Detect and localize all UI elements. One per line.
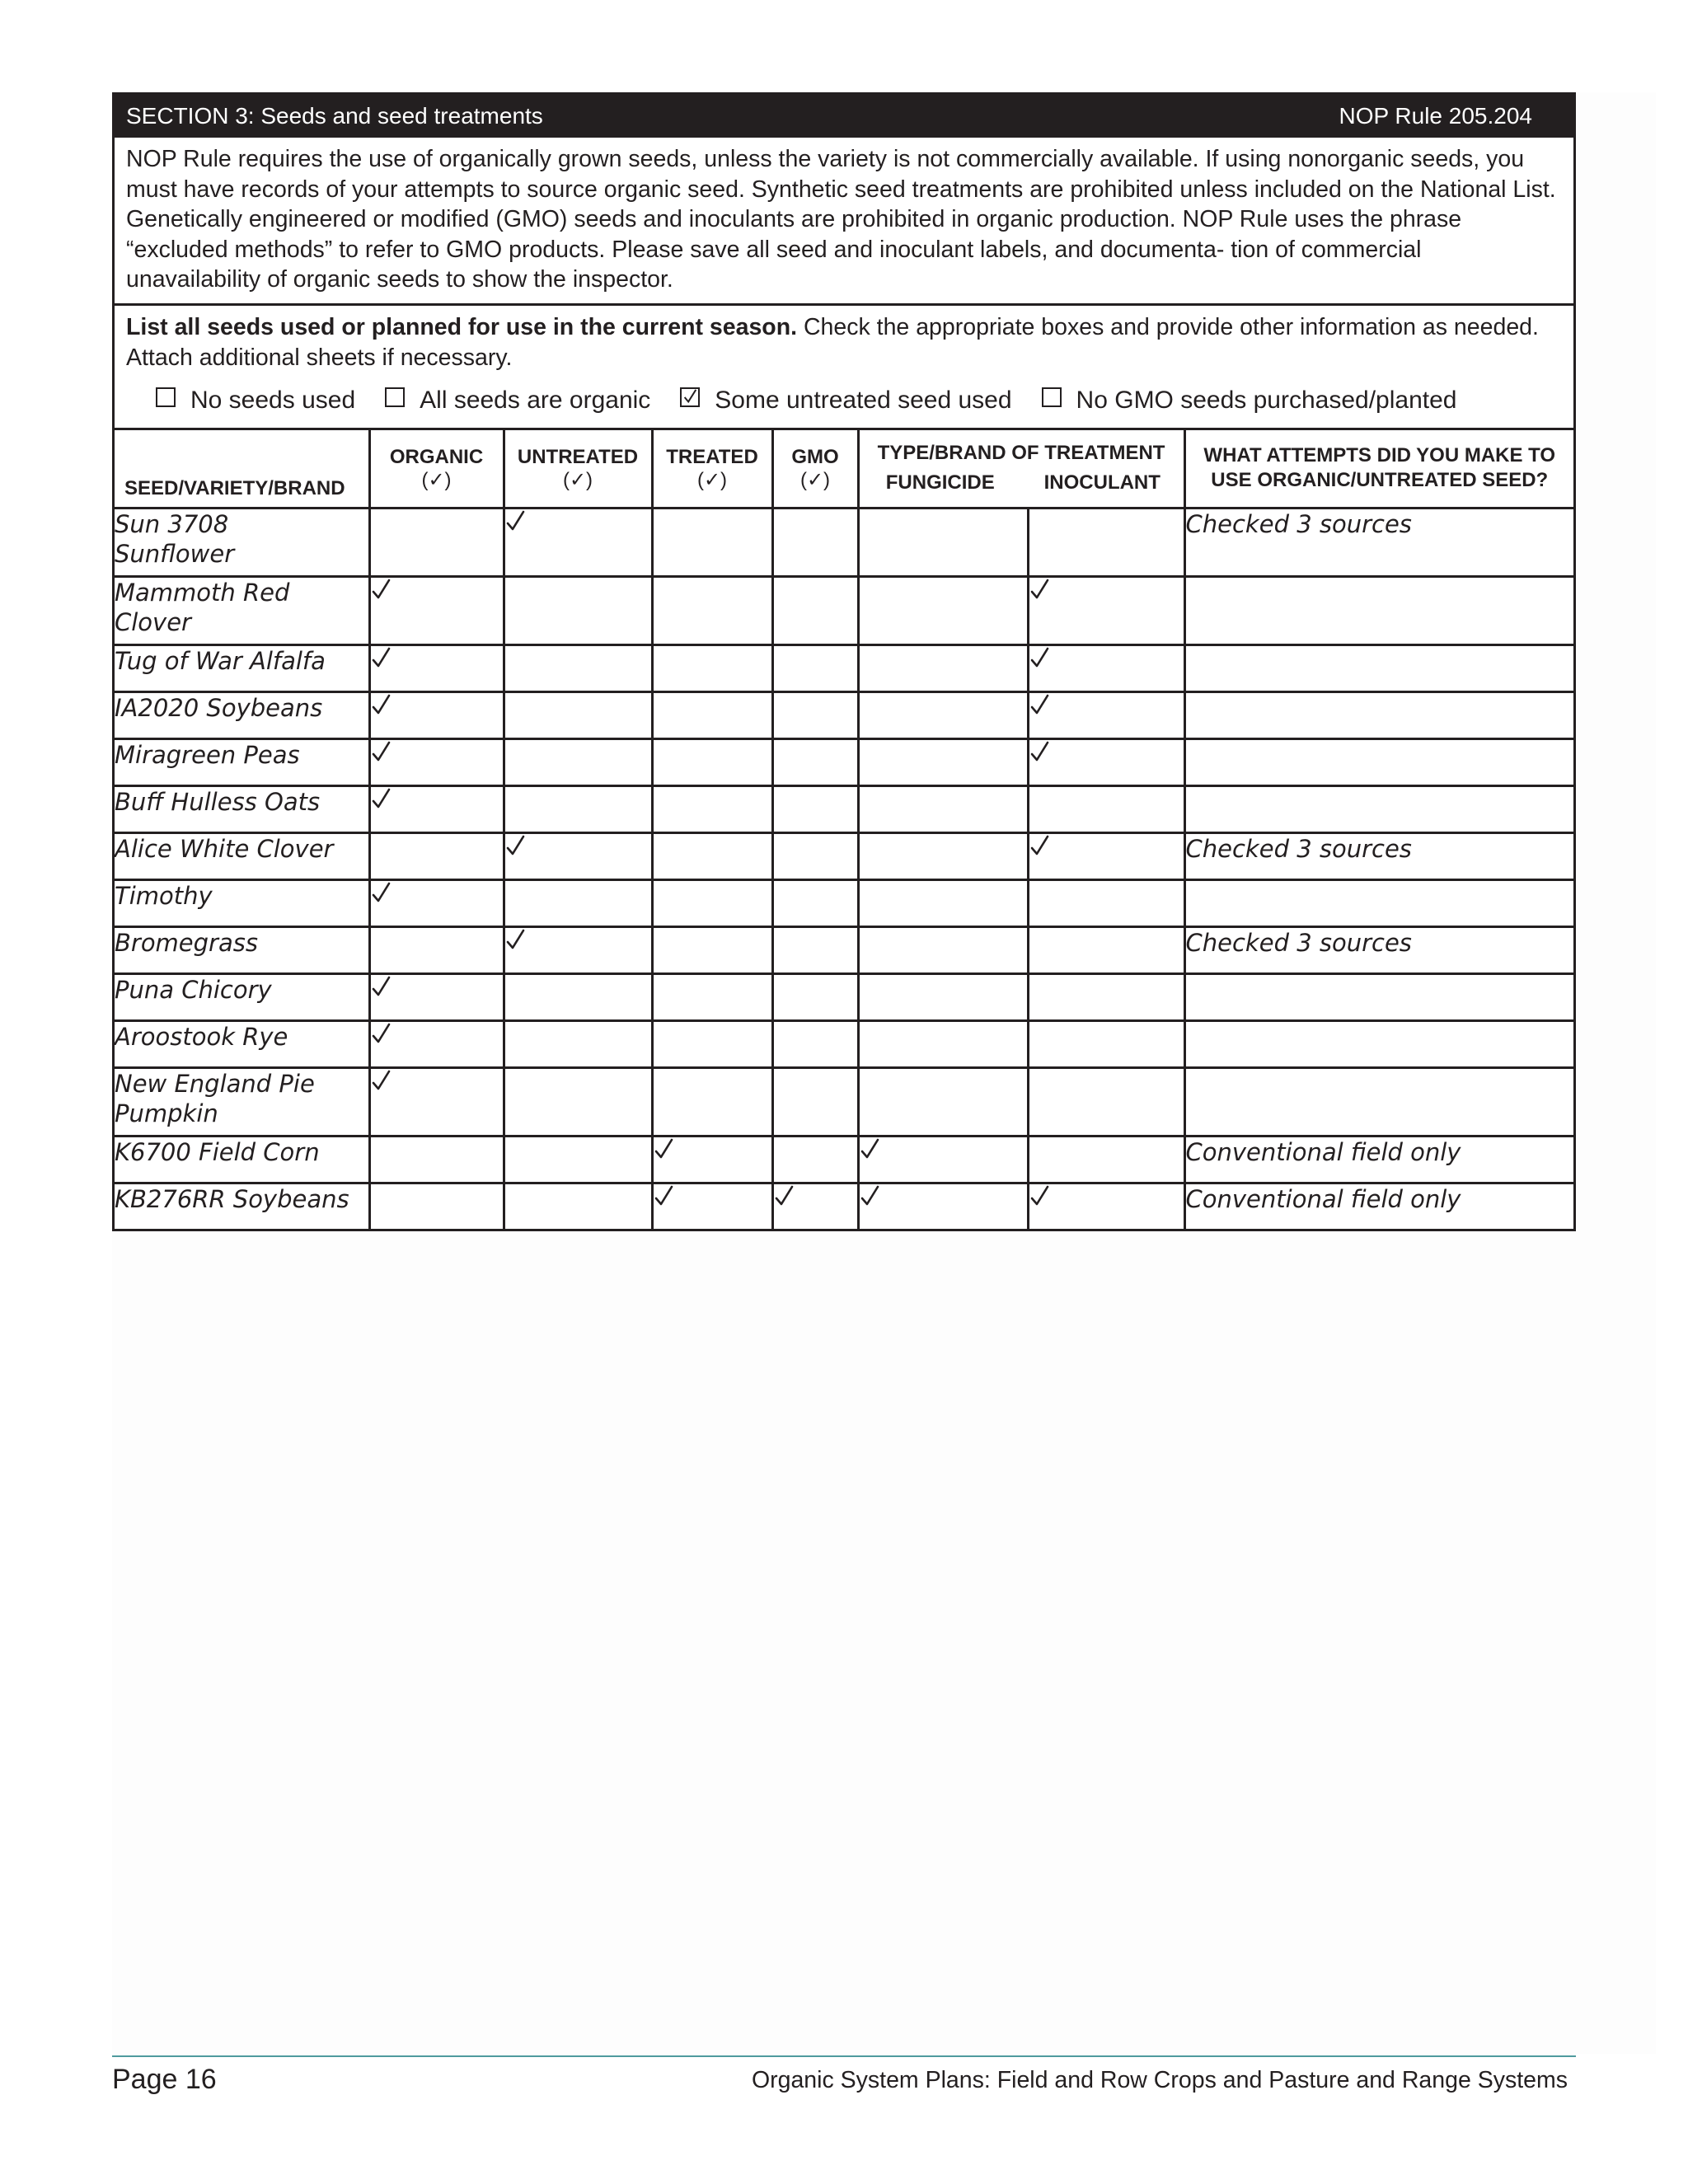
table-row xyxy=(115,576,1573,644)
untreated-cell[interactable] xyxy=(504,785,652,832)
table-row xyxy=(115,738,1573,785)
instructions xyxy=(115,306,1573,373)
fungicide-cell[interactable] xyxy=(858,738,1028,785)
check-icon xyxy=(371,975,392,998)
treated-cell[interactable] xyxy=(652,832,772,879)
treated-cell[interactable] xyxy=(652,926,772,973)
check-icon xyxy=(371,1069,392,1092)
untreated-cell[interactable] xyxy=(504,1183,652,1229)
checkbox-box[interactable] xyxy=(156,387,176,407)
table-row xyxy=(115,832,1573,879)
check-icon xyxy=(371,578,392,601)
treated-cell[interactable] xyxy=(652,1136,772,1183)
check-icon xyxy=(1029,834,1051,857)
check-icon xyxy=(505,509,527,532)
organic-cell[interactable] xyxy=(369,1020,504,1067)
attempts-cell[interactable]: Checked 3 sources xyxy=(1184,508,1573,576)
inoculant-cell[interactable] xyxy=(1028,973,1184,1020)
check-icon xyxy=(505,834,527,857)
instructions-rest: Check the appropriate boxes and provide other information as needed. Attach additional sheets if necessary. xyxy=(126,313,1539,371)
treated-cell[interactable] xyxy=(652,785,772,832)
table-row xyxy=(115,973,1573,1020)
seed-name-cell[interactable]: Sun 3708 Sunflower xyxy=(115,508,369,576)
untreated-cell[interactable] xyxy=(504,1136,652,1183)
header-treatment-label: TYPE/BRAND OF TREATMENT xyxy=(877,442,1165,464)
check-icon xyxy=(1029,740,1051,763)
gmo-cell[interactable] xyxy=(772,738,858,785)
gmo-cell[interactable] xyxy=(772,832,858,879)
header-check-mark: (✓) xyxy=(421,469,452,491)
table-row xyxy=(115,1067,1573,1136)
seed-name-cell[interactable]: Puna Chicory xyxy=(115,973,369,1020)
checkbox-box[interactable] xyxy=(1042,387,1062,407)
check-icon xyxy=(371,740,392,763)
seed-name-cell[interactable]: Mammoth Red Clover xyxy=(115,576,369,644)
inoculant-cell[interactable] xyxy=(1028,879,1184,926)
fungicide-cell[interactable] xyxy=(858,973,1028,1020)
inoculant-cell[interactable] xyxy=(1028,738,1184,785)
section-rule: NOP Rule 205.204 xyxy=(1339,103,1532,129)
header-treated xyxy=(652,429,772,508)
fungicide-cell[interactable] xyxy=(858,879,1028,926)
seed-name-cell[interactable]: Bromegrass xyxy=(115,926,369,973)
fungicide-cell[interactable] xyxy=(858,576,1028,644)
attempts-cell[interactable]: Conventional field only xyxy=(1184,1136,1573,1183)
table-row xyxy=(115,1020,1573,1067)
seed-name-cell[interactable]: K6700 Field Corn xyxy=(115,1136,369,1183)
header-organic xyxy=(369,429,504,508)
untreated-cell[interactable] xyxy=(504,926,652,973)
inoculant-cell[interactable] xyxy=(1028,644,1184,691)
inoculant-cell[interactable] xyxy=(1028,1067,1184,1136)
section-title: SECTION 3: Seeds and seed treatments xyxy=(126,103,543,129)
seed-form xyxy=(112,92,1576,1231)
checkbox-all-organic[interactable] xyxy=(385,387,650,415)
header-seed: SEED/VARIETY/BRAND xyxy=(115,429,369,508)
attempts-cell[interactable] xyxy=(1184,691,1573,738)
attempts-cell[interactable] xyxy=(1184,973,1573,1020)
seed-name-cell[interactable]: KB276RR Soybeans xyxy=(115,1183,369,1229)
seed-name-cell[interactable]: New England Pie Pumpkin xyxy=(115,1067,369,1136)
table-row xyxy=(115,785,1573,832)
header-gmo xyxy=(772,429,858,508)
header-treatment xyxy=(858,429,1184,508)
checkbox-box[interactable] xyxy=(680,387,700,407)
header-organic-label: ORGANIC xyxy=(389,446,484,468)
check-icon xyxy=(774,1184,795,1207)
seed-name-cell[interactable]: Miragreen Peas xyxy=(115,738,369,785)
treated-cell[interactable] xyxy=(652,576,772,644)
check-icon xyxy=(1029,693,1051,716)
seed-name-cell[interactable]: Timothy xyxy=(115,879,369,926)
untreated-cell[interactable] xyxy=(504,644,652,691)
organic-cell[interactable] xyxy=(369,691,504,738)
gmo-cell[interactable] xyxy=(772,691,858,738)
organic-cell[interactable] xyxy=(369,832,504,879)
organic-cell[interactable] xyxy=(369,576,504,644)
organic-cell[interactable] xyxy=(369,644,504,691)
fungicide-cell[interactable] xyxy=(858,1067,1028,1136)
attempts-cell[interactable] xyxy=(1184,1067,1573,1136)
check-icon xyxy=(371,646,392,669)
attempts-cell[interactable]: Checked 3 sources xyxy=(1184,926,1573,973)
document-title: Organic System Plans: Field and Row Crops and Pasture and Range Systems xyxy=(751,2067,1568,2093)
header-untreated xyxy=(504,429,652,508)
untreated-cell[interactable] xyxy=(504,691,652,738)
fungicide-cell[interactable] xyxy=(858,832,1028,879)
check-icon xyxy=(860,1184,881,1207)
inoculant-cell[interactable] xyxy=(1028,926,1184,973)
check-icon xyxy=(505,928,527,951)
fungicide-cell[interactable] xyxy=(858,508,1028,576)
gmo-cell[interactable] xyxy=(772,576,858,644)
gmo-cell[interactable] xyxy=(772,1136,858,1183)
gmo-cell[interactable] xyxy=(772,1183,858,1229)
header-untreated-label: UNTREATED xyxy=(517,446,639,468)
fungicide-cell[interactable] xyxy=(858,926,1028,973)
header-treatment-sub xyxy=(860,468,1184,498)
seed-name-cell[interactable]: IA2020 Soybeans xyxy=(115,691,369,738)
treated-cell[interactable] xyxy=(652,1183,772,1229)
header-attempts: WHAT ATTEMPTS DID YOU MAKE TO USE ORGANIC/UNTREATED SEED? xyxy=(1184,429,1573,508)
fungicide-cell[interactable] xyxy=(858,785,1028,832)
untreated-cell[interactable] xyxy=(504,738,652,785)
check-icon xyxy=(654,1184,675,1207)
attempts-cell[interactable]: Checked 3 sources xyxy=(1184,832,1573,879)
attempts-cell[interactable] xyxy=(1184,644,1573,691)
checkbox-no-gmo[interactable] xyxy=(1042,387,1457,415)
untreated-cell[interactable] xyxy=(504,879,652,926)
organic-cell[interactable] xyxy=(369,785,504,832)
organic-cell[interactable] xyxy=(369,926,504,973)
checkbox-some-untreated[interactable] xyxy=(680,387,1011,415)
gmo-cell[interactable] xyxy=(772,1067,858,1136)
check-icon xyxy=(1029,646,1051,669)
gmo-cell[interactable] xyxy=(772,926,858,973)
header-gmo-label: GMO xyxy=(791,446,839,468)
header-check-mark: (✓) xyxy=(562,469,593,491)
check-icon xyxy=(371,1022,392,1045)
check-icon xyxy=(371,693,392,716)
checkbox-label: No seeds used xyxy=(190,386,356,414)
inoculant-cell[interactable] xyxy=(1028,832,1184,879)
fungicide-cell[interactable] xyxy=(858,691,1028,738)
treated-cell[interactable] xyxy=(652,644,772,691)
organic-cell[interactable] xyxy=(369,973,504,1020)
untreated-cell[interactable] xyxy=(504,508,652,576)
table-row xyxy=(115,691,1573,738)
table-row xyxy=(115,926,1573,973)
check-icon xyxy=(860,1137,881,1160)
seed-name-cell[interactable]: Tug of War Alfalfa xyxy=(115,644,369,691)
table-row xyxy=(115,1136,1573,1183)
treated-cell[interactable] xyxy=(652,879,772,926)
check-icon xyxy=(371,787,392,810)
seed-table xyxy=(115,428,1573,1229)
gmo-cell[interactable] xyxy=(772,644,858,691)
checkbox-label: Some untreated seed used xyxy=(715,386,1012,414)
header-check-mark: (✓) xyxy=(799,469,831,491)
table-row xyxy=(115,644,1573,691)
gmo-cell[interactable] xyxy=(772,1020,858,1067)
treated-cell[interactable] xyxy=(652,691,772,738)
header-inoculant: INOCULANT xyxy=(1043,471,1160,494)
check-icon xyxy=(1029,578,1051,601)
attempts-cell[interactable]: Conventional field only xyxy=(1184,1183,1573,1229)
header-treated-label: TREATED xyxy=(666,446,758,468)
checkbox-row xyxy=(115,373,1573,428)
gmo-cell[interactable] xyxy=(772,973,858,1020)
footer-rule xyxy=(112,2055,1576,2057)
organic-cell[interactable] xyxy=(369,1136,504,1183)
inoculant-cell[interactable] xyxy=(1028,1183,1184,1229)
checkbox-box[interactable] xyxy=(385,387,405,407)
treated-cell[interactable] xyxy=(652,738,772,785)
treated-cell[interactable] xyxy=(652,508,772,576)
checkbox-label: All seeds are organic xyxy=(420,386,651,414)
organic-cell[interactable] xyxy=(369,1183,504,1229)
check-icon xyxy=(371,881,392,904)
seed-name-cell[interactable]: Aroostook Rye xyxy=(115,1020,369,1067)
table-row xyxy=(115,508,1573,576)
attempts-cell[interactable] xyxy=(1184,785,1573,832)
inoculant-cell[interactable] xyxy=(1028,1136,1184,1183)
organic-cell[interactable] xyxy=(369,1067,504,1136)
fungicide-cell[interactable] xyxy=(858,1183,1028,1229)
treated-cell[interactable] xyxy=(652,1020,772,1067)
inoculant-cell[interactable] xyxy=(1028,576,1184,644)
checkbox-label: No GMO seeds purchased/planted xyxy=(1076,386,1457,414)
header-fungicide: FUNGICIDE xyxy=(885,471,995,494)
fungicide-cell[interactable] xyxy=(858,1136,1028,1183)
inoculant-cell[interactable] xyxy=(1028,691,1184,738)
header-check-mark: (✓) xyxy=(696,469,728,491)
untreated-cell[interactable] xyxy=(504,1067,652,1136)
attempts-cell[interactable] xyxy=(1184,738,1573,785)
table-row xyxy=(115,1183,1573,1229)
page-number: Page 16 xyxy=(112,2064,217,2095)
checkbox-no-seeds[interactable] xyxy=(156,387,355,415)
instructions-bold: List all seeds used or planned for use in the current season. xyxy=(126,313,798,340)
table-row xyxy=(115,879,1573,926)
gmo-cell[interactable] xyxy=(772,879,858,926)
seed-name-cell[interactable]: Alice White Clover xyxy=(115,832,369,879)
intro-text: NOP Rule requires the use of organically grown seeds, unless the variety is not commercially available. If using nonorganic seeds, you must have records of your attempts to source organic seed. Synthetic seed treatments are prohibited unless included on the National List. Genetically engineered or modified (GMO) seeds and inoculants are prohibited in organic production. NOP Rule uses the phrase “excluded methods” to refer to GMO products. Please save all seed and inoculant labels, and documenta- tion of commercial unavailability of organic seeds to show the inspector. xyxy=(115,138,1573,306)
inoculant-cell[interactable] xyxy=(1028,785,1184,832)
treated-cell[interactable] xyxy=(652,1067,772,1136)
untreated-cell[interactable] xyxy=(504,1020,652,1067)
fungicide-cell[interactable] xyxy=(858,1020,1028,1067)
organic-cell[interactable] xyxy=(369,879,504,926)
section-header xyxy=(115,95,1573,138)
checkmark-icon xyxy=(682,388,698,406)
untreated-cell[interactable] xyxy=(504,973,652,1020)
attempts-cell[interactable] xyxy=(1184,576,1573,644)
inoculant-cell[interactable] xyxy=(1028,1020,1184,1067)
gmo-cell[interactable] xyxy=(772,508,858,576)
untreated-cell[interactable] xyxy=(504,832,652,879)
check-icon xyxy=(1029,1184,1051,1207)
attempts-cell[interactable] xyxy=(1184,879,1573,926)
inoculant-cell[interactable] xyxy=(1028,508,1184,576)
gmo-cell[interactable] xyxy=(772,785,858,832)
treated-cell[interactable] xyxy=(652,973,772,1020)
organic-cell[interactable] xyxy=(369,738,504,785)
check-icon xyxy=(654,1137,675,1160)
untreated-cell[interactable] xyxy=(504,576,652,644)
attempts-cell[interactable] xyxy=(1184,1020,1573,1067)
organic-cell[interactable] xyxy=(369,508,504,576)
fungicide-cell[interactable] xyxy=(858,644,1028,691)
seed-name-cell[interactable]: Buff Hulless Oats xyxy=(115,785,369,832)
